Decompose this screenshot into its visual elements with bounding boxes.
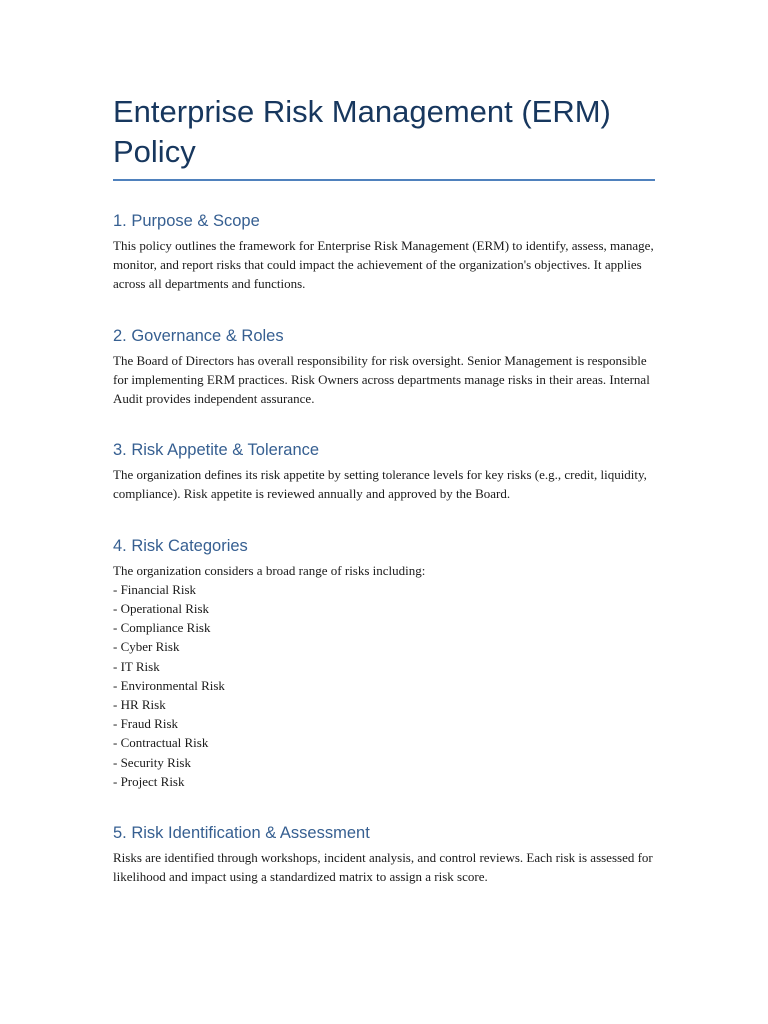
section-heading: 1. Purpose & Scope	[113, 212, 260, 230]
section-heading: 2. Governance & Roles	[113, 326, 284, 345]
document-title: Enterprise Risk Management (ERM) Policy	[113, 92, 655, 181]
list-item: - Financial Risk	[113, 581, 197, 597]
list-item: - Environmental Risk	[113, 677, 225, 693]
section-purpose-scope	[113, 211, 655, 294]
section-body: This policy outlines the framework for Enterprise Risk Management (ERM) to identify, assess, manage, monitor, and report risks that could impact the achievement of the organization's objectives. It applies across all departments and functions.	[113, 238, 654, 292]
list-item: - Project Risk	[113, 773, 185, 789]
section-body: The organization considers a broad range of risks including:	[113, 562, 426, 578]
list-item: - Cyber Risk	[113, 639, 180, 655]
section-heading: 4. Risk Categories	[113, 536, 248, 555]
list-item: - Contractual Risk	[113, 735, 209, 751]
section-heading: 5. Risk Identification & Assessment	[113, 824, 370, 843]
section-risk-appetite	[113, 440, 655, 503]
section-body: The organization defines its risk appetite by setting tolerance levels for key risks (e.g., credit, liquidity, compliance). Risk appetite is reviewed annually and approved by the Board.	[113, 467, 647, 502]
list-item: - HR Risk	[113, 697, 166, 713]
section-body: Risks are identified through workshops, incident analysis, and control reviews. Each risk is assessed for likelihood and impact using a standardized matrix to assign a risk score.	[113, 850, 653, 885]
list-item: - IT Risk	[113, 658, 160, 674]
section-risk-categories	[113, 536, 655, 791]
document-page	[113, 92, 655, 886]
list-item: - Fraud Risk	[113, 716, 178, 732]
list-item: - Operational Risk	[113, 601, 210, 617]
section-governance-roles	[113, 326, 655, 409]
section-body: The Board of Directors has overall responsibility for risk oversight. Senior Management is responsible for implementing ERM practices. Risk Owners across departments manage risks in their areas. Internal Audit provides independent assurance.	[113, 352, 650, 407]
list-item: - Security Risk	[113, 754, 191, 770]
section-risk-identification	[113, 823, 655, 886]
list-item: - Compliance Risk	[113, 620, 211, 636]
risk-category-list	[113, 580, 655, 791]
section-heading: 3. Risk Appetite & Tolerance	[113, 441, 320, 460]
